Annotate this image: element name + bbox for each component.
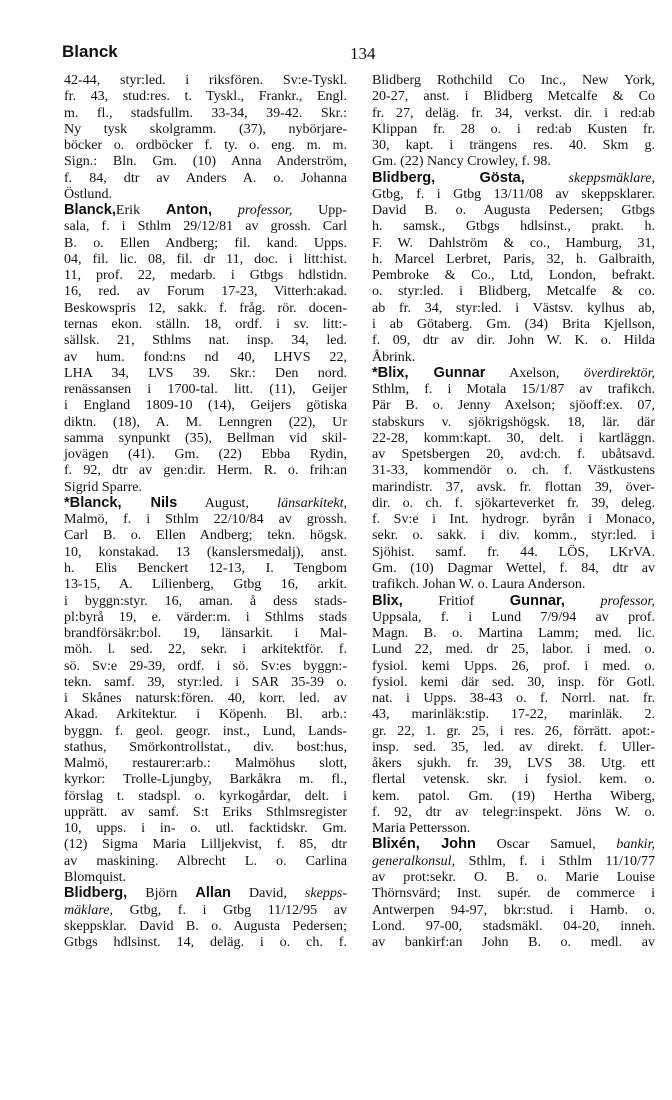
line-text: 13-15, A. Lilienberg, Gtbg 16, arkit. xyxy=(64,576,347,593)
line-text: Upp- xyxy=(292,202,347,219)
line-text: nat. i Upps. 38-43 o. f. Norrl. nat. fr. xyxy=(372,690,655,707)
line-text: stathus, Smörkontrollstat., div. bost:hus, xyxy=(64,738,347,755)
text-line xyxy=(64,527,347,543)
text-line xyxy=(64,739,347,755)
text-line xyxy=(64,397,347,413)
line-text: David B. o. Augusta Pedersen; Gtbgs xyxy=(372,202,655,219)
text-line xyxy=(64,300,347,316)
text-line xyxy=(372,88,655,104)
line-text: f. 92, dtr av telegr:inspekt. Jöns W. o. xyxy=(372,803,655,820)
line-text: flertal vetensk. skr. i fysiol. kem. o. xyxy=(372,771,655,788)
line-text: Gtbgs hdlsinst. 14, deläg. i o. ch. f. xyxy=(64,934,347,951)
line-text: samma synpunkt (35), Bellman vid skil- xyxy=(64,429,347,446)
text-line xyxy=(372,495,655,511)
line-text: Gtbg, f. i Gtbg 13/11/08 av skeppsklarer. xyxy=(372,185,655,202)
entry-heading-line xyxy=(372,836,655,852)
text-line xyxy=(64,479,347,495)
line-text: kyrkor: Trolle-Ljungby, Barkåkra m. fl., xyxy=(64,771,347,788)
entry-name: Anton, xyxy=(165,202,213,219)
page-header xyxy=(62,42,644,68)
line-text: 11, prof. 22, medarb. i Gtbgs hdlstidn. xyxy=(64,267,347,284)
line-text: tekn. samf. 39, styr:led. i SAR 35-39 o. xyxy=(64,673,347,690)
line-text: sala, f. i Sthlm 29/12/81 av grossh. Carl xyxy=(64,218,347,235)
text-line xyxy=(372,674,655,690)
text-line xyxy=(372,121,655,137)
text-line xyxy=(64,820,347,836)
line-text: av hum. fond:ns nd 40, LHVS 22, xyxy=(64,348,347,365)
text-line xyxy=(372,609,655,625)
text-line xyxy=(64,430,347,446)
line-text: Blomquist. xyxy=(64,869,127,886)
text-line xyxy=(64,560,347,576)
line-text: Sign.: Bln. Gm. (10) Anna Anderström, xyxy=(64,153,347,170)
line-text: i England 1809-10 (14), Geijers götiska xyxy=(64,397,347,414)
occupation: överdirektör, xyxy=(559,364,655,381)
line-text: Gtbg, f. i Gtbg 11/12/95 av xyxy=(113,901,347,918)
line-text: o. styr:led. i Blidberg, Metcalfe & co. xyxy=(372,283,655,300)
text-line xyxy=(64,511,347,527)
text-line xyxy=(64,625,347,641)
text-line xyxy=(64,170,347,186)
line-text: 16, red. av Forum 17-23, Vitterh:akad. xyxy=(64,283,347,300)
line-text: Gm. (22) Nancy Crowley, f. 98. xyxy=(372,153,551,170)
line-text: av Spetsbergen 20, avd:ch. f. ubåtsavd. xyxy=(372,446,655,463)
text-line xyxy=(64,641,347,657)
text-line xyxy=(372,414,655,430)
text-line xyxy=(372,218,655,234)
text-line xyxy=(64,609,347,625)
line-text: LHA 34, LVS 39. Skr.: Den nord. xyxy=(64,364,347,381)
text-line xyxy=(64,918,347,934)
entry-name: Blanck, xyxy=(64,202,116,219)
line-text: Carl B. o. Ellen Andberg; tekn. högsk. xyxy=(64,527,347,544)
text-line xyxy=(64,804,347,820)
line-text: av prot:sekr. O. B. o. Marie Louise xyxy=(372,869,655,886)
text-line xyxy=(372,446,655,462)
occupation: professor, xyxy=(212,202,293,219)
line-text: Sthlm, f. i Sthlm 11/10/77 xyxy=(455,852,655,869)
line-text: Åbrink. xyxy=(372,348,416,365)
line-text: ternas ekon. ställn. 18, ordf. i sv. litt:- xyxy=(64,315,347,332)
text-line xyxy=(64,365,347,381)
text-line xyxy=(372,885,655,901)
text-line xyxy=(372,755,655,771)
entry-heading-line xyxy=(64,885,347,901)
text-line xyxy=(372,739,655,755)
text-line xyxy=(372,902,655,918)
entry-heading-line xyxy=(64,202,347,218)
line-text: renässansen i 1700-tal. litt. (11), Geijer xyxy=(64,381,347,398)
text-line xyxy=(64,137,347,153)
line-text: Sjöhist. samf. fr. 44. LÖS, LKrVA. xyxy=(372,543,655,560)
line-text: (12) Sigma Maria Lilljekvist, f. 85, dtr xyxy=(64,836,347,853)
text-line xyxy=(64,88,347,104)
entry-name: Allan xyxy=(195,885,231,902)
text-line xyxy=(372,267,655,283)
line-text: sällsk. 21, Sthlms nat. insp. 34, led. xyxy=(64,332,347,349)
text-line xyxy=(372,153,655,169)
line-text: Malmö, restaurer:arb.: Malmöhus slott, xyxy=(64,755,347,772)
text-line xyxy=(372,918,655,934)
line-text: Ny tysk skolgramm. (37), nybörjare- xyxy=(64,120,347,137)
text-line xyxy=(372,316,655,332)
line-text: skeppsklar. David B. o. Augusta Pedersen; xyxy=(64,917,347,934)
line-text: Klippan fr. 28 o. i red:ab Kusten fr. xyxy=(372,120,655,137)
text-line xyxy=(372,137,655,153)
right-column xyxy=(372,72,655,950)
line-text: Magn. B. o. Martina Lamm; med. lic. xyxy=(372,625,655,642)
text-line xyxy=(64,105,347,121)
text-line xyxy=(372,511,655,527)
text-line xyxy=(64,576,347,592)
line-text: gr. 22, 1. gr. 25, i res. 26, förrätt. apot:- xyxy=(372,722,655,739)
text-line xyxy=(372,820,655,836)
text-line xyxy=(372,788,655,804)
text-line xyxy=(372,723,655,739)
text-line xyxy=(372,430,655,446)
text-line xyxy=(372,804,655,820)
text-line xyxy=(372,235,655,251)
text-line xyxy=(372,332,655,348)
text-line xyxy=(372,853,655,869)
line-text: Lond. 97-00, stadsmäkl. 04-20, inneh. xyxy=(372,917,655,934)
line-text: av maskining. Albrecht L. o. Carlina xyxy=(64,852,347,869)
text-line xyxy=(372,771,655,787)
text-line xyxy=(372,641,655,657)
text-line xyxy=(64,755,347,771)
line-text: Maria Pettersson. xyxy=(372,820,471,837)
line-text: f. Sv:e i Int. hydrogr. byrån i Monaco, xyxy=(372,511,655,528)
line-text: f. 84, dtr av Anders A. o. Johanna xyxy=(64,169,347,186)
line-text: böcker o. ordböcker f. ty. o. eng. m. m. xyxy=(64,137,347,154)
line-text: Beskowspris 12, sakk. f. fråg. rör. docen- xyxy=(64,299,347,316)
occupation: bankir, xyxy=(595,836,656,853)
line-text: B. o. Ellen Andberg; fil. kand. Upps. xyxy=(64,234,347,251)
text-line xyxy=(372,72,655,88)
text-line xyxy=(64,218,347,234)
text-line xyxy=(64,934,347,950)
text-line xyxy=(64,153,347,169)
text-line xyxy=(372,397,655,413)
entry-name: Blidberg, Gösta, xyxy=(372,169,525,186)
entry-name: Blixén, John xyxy=(372,836,476,853)
text-line xyxy=(64,267,347,283)
text-line xyxy=(372,479,655,495)
line-text: dir. o. ch. f. sjökarteverket fr. 39, deleg. xyxy=(372,494,655,511)
entry-heading-line xyxy=(372,365,655,381)
line-text: Sigrid Sparre. xyxy=(64,478,143,495)
line-text: möh. l. sed. 22, sekr. i arkitektför. f. xyxy=(64,641,347,658)
line-text: 20-27, anst. i Blidberg Metcalfe & Co xyxy=(372,88,655,105)
line-text: 43, marinläk:stip. 17-22, marinläk. 2. xyxy=(372,706,655,723)
line-text: 10, upps. i in- o. utl. facktidskr. Gm. xyxy=(64,820,347,837)
given-name: Fritiof xyxy=(402,592,510,609)
line-text: 22-28, komm:kapt. 30, delt. i kartläggn. xyxy=(372,429,655,446)
line-text: stabskurs v. sjökrigshögsk. 18, lär. där xyxy=(372,413,655,430)
entry-name: *Blanck, Nils xyxy=(64,494,178,511)
entry-heading-line xyxy=(64,495,347,511)
text-line xyxy=(372,706,655,722)
text-line xyxy=(64,251,347,267)
line-text: pl:byrå 19, e. värder:m. i Sthlms stads xyxy=(64,608,347,625)
text-line xyxy=(64,381,347,397)
line-text: h. Elis Benckert 12-13, I. Tengbom xyxy=(64,559,347,576)
text-line xyxy=(64,788,347,804)
line-text: f. 92, dtr av gen:dir. Herm. R. o. frih:an xyxy=(64,462,347,479)
occupation: skepps- xyxy=(286,885,348,902)
line-text: Akad. Arkitektur. i Köpenh. Bl. arb.: xyxy=(64,706,347,723)
text-line xyxy=(372,527,655,543)
entry-name: *Blix, Gunnar xyxy=(372,364,486,381)
text-line xyxy=(64,186,347,202)
line-text: förslag t. stadspl. o. kyrkogårdar, delt. i xyxy=(64,787,347,804)
line-text: Uppsala, f. i Lund 7/9/94 av prof. xyxy=(372,608,655,625)
text-line xyxy=(64,836,347,852)
line-text: m. fl., stadsfullm. 33-34, 39-42. Skr.: xyxy=(64,104,347,121)
line-text: David, xyxy=(230,885,287,902)
line-text: f. 09, dtr av dir. John W. K. o. Hilda xyxy=(372,332,655,349)
line-text: fysiol. kemi där sed. 30, insp. för Gotl. xyxy=(372,673,655,690)
line-text: Antwerpen 94-97, bkr:stud. i Hamb. o. xyxy=(372,901,655,918)
line-text: brandförsäkr:bol. 19, länsarkit. i Mal- xyxy=(64,625,347,642)
occupation: länsarkitekt, xyxy=(248,494,347,511)
line-text: byggn. f. geol. geogr. inst., Lund, Lands- xyxy=(64,722,347,739)
line-text: av bankirf:an John B. o. medl. av xyxy=(372,934,655,951)
text-line xyxy=(372,186,655,202)
text-line xyxy=(64,316,347,332)
text-line xyxy=(64,723,347,739)
given-name: August, xyxy=(177,494,249,511)
line-text: fr. 27, deläg. fr. 34, verkst. dir. i red:ab xyxy=(372,104,655,121)
line-text: 42-44, styr:led. i riksfören. Sv:e-Tyskl. xyxy=(64,72,347,88)
text-line xyxy=(64,674,347,690)
text-line xyxy=(64,446,347,462)
line-text: i ab Götaberg. Gm. (34) Brita Kjellson, xyxy=(372,315,655,332)
text-line xyxy=(64,349,347,365)
text-line xyxy=(64,414,347,430)
line-text: 04, fil. lic. 08, fil. dr 11, doc. i litt:hist. xyxy=(64,250,347,267)
line-text: upprätt. av samf. S:t Eriks Sthlmsregister xyxy=(64,803,347,820)
occupation: professor, xyxy=(564,592,655,609)
text-line xyxy=(372,934,655,950)
line-text: 10, konstakad. 13 (kanslersmedalj), anst. xyxy=(64,543,347,560)
text-line xyxy=(64,690,347,706)
line-text: 31-33, kommendör o. ch. f. Västkustens xyxy=(372,462,655,479)
text-line xyxy=(372,576,655,592)
line-text: Östlund. xyxy=(64,185,112,202)
text-line xyxy=(64,658,347,674)
text-line xyxy=(64,869,347,885)
entry-name: Blix, xyxy=(372,592,403,609)
line-text: Sthlm, f. i Motala 15/1/87 av trafikch. xyxy=(372,381,655,398)
line-text: Pembroke & Co., Ltd, London, befrakt. xyxy=(372,267,655,284)
line-text: sö. Sv:e 29-39, ordf. i sö. Sv:es byggn:- xyxy=(64,657,347,674)
line-text: Pär B. o. Jenny Axelson; sjöoff:ex. 07, xyxy=(372,397,655,414)
text-line xyxy=(372,349,655,365)
left-column xyxy=(64,72,347,950)
running-title: Blanck xyxy=(62,42,118,61)
line-text: 30, kapt. i trängens res. 40. Skm g. xyxy=(372,137,655,154)
line-text: insp. sed. 35, led. av direkt. f. Uller- xyxy=(372,738,655,755)
text-line xyxy=(64,853,347,869)
line-text: i Skånes natursk:fören. 40, korr. led. av xyxy=(64,690,347,707)
text-line xyxy=(372,625,655,641)
text-line xyxy=(372,690,655,706)
line-text: Blidberg Rothchild Co Inc., New York, xyxy=(372,72,655,88)
text-line xyxy=(372,560,655,576)
text-line xyxy=(372,381,655,397)
text-line xyxy=(372,869,655,885)
line-text: Lund 22, med. dr 25, labor. i med. o. xyxy=(372,641,655,658)
text-line xyxy=(64,72,347,88)
text-line xyxy=(372,462,655,478)
line-text: marindistr. 37, avsk. fr. flottan 39, över- xyxy=(372,478,655,495)
line-text: fysiol. kemi Upps. 26, prof. i med. o. xyxy=(372,657,655,674)
line-text: Gm. (10) Dagmar Wettel, f. 84, dtr av xyxy=(372,559,655,576)
line-text: kem. patol. Gm. (19) Hertha Wiberg, xyxy=(372,787,655,804)
text-line xyxy=(372,202,655,218)
text-line xyxy=(64,121,347,137)
text-line xyxy=(372,105,655,121)
given-name: Oscar Samuel, xyxy=(475,836,596,853)
entry-heading-line xyxy=(372,170,655,186)
given-name: Erik xyxy=(115,202,166,219)
line-text: ab fr. 34, styr:led. i Västsv. kylhus ab, xyxy=(372,299,655,316)
text-line xyxy=(64,771,347,787)
text-line xyxy=(64,283,347,299)
entry-name: Blidberg, xyxy=(64,885,128,902)
line-text: Malmö, f. i Sthlm 22/10/84 av grossh. xyxy=(64,511,347,528)
text-line xyxy=(64,902,347,918)
text-line xyxy=(64,706,347,722)
line-text: diktn. (18), A. M. Lenngren (22), Ur xyxy=(64,413,347,430)
line-text: F. W. Dahlström & co., Hamburg, 31, xyxy=(372,234,655,251)
line-text: trafikch. Johan W. o. Laura Anderson. xyxy=(372,576,586,593)
entry-heading-line xyxy=(372,593,655,609)
occupation: skeppsmäklare, xyxy=(524,169,655,186)
text-line xyxy=(372,251,655,267)
text-line xyxy=(64,544,347,560)
text-line xyxy=(372,300,655,316)
text-line xyxy=(372,658,655,674)
line-text: jovägen (41). Gm. (22) Ebba Rydin, xyxy=(64,446,347,463)
line-text: sekr. o. sakk. i div. komm., styr:led. i xyxy=(372,527,655,544)
text-line xyxy=(64,235,347,251)
line-text: i byggn:styr. 16, aman. å dess stads- xyxy=(64,592,347,609)
occupation: mäklare, xyxy=(64,901,114,918)
given-name: Axelson, xyxy=(485,364,560,381)
text-line xyxy=(372,283,655,299)
line-text: Thörnsvärd; Inst. supér. de commerce i xyxy=(372,885,655,902)
text-line xyxy=(64,462,347,478)
line-text: fr. 43, stud:res. t. Tyskl., Frankr., Engl. xyxy=(64,88,347,105)
occupation: generalkonsul, xyxy=(372,852,456,869)
text-line xyxy=(64,332,347,348)
text-line xyxy=(372,544,655,560)
text-line xyxy=(64,593,347,609)
given-name: Björn xyxy=(127,885,196,902)
page-number: 134 xyxy=(350,44,376,63)
entry-name: Gunnar, xyxy=(509,592,565,609)
line-text: h. Marcel Lerbret, Paris, 32, h. Galbraith, xyxy=(372,250,655,267)
line-text: h. samsk., Gtbgs hdlsinst., prakt. h. xyxy=(372,218,655,235)
line-text: åkers sjukh. fr. 39, LVS 38. Utg. ett xyxy=(372,755,655,772)
